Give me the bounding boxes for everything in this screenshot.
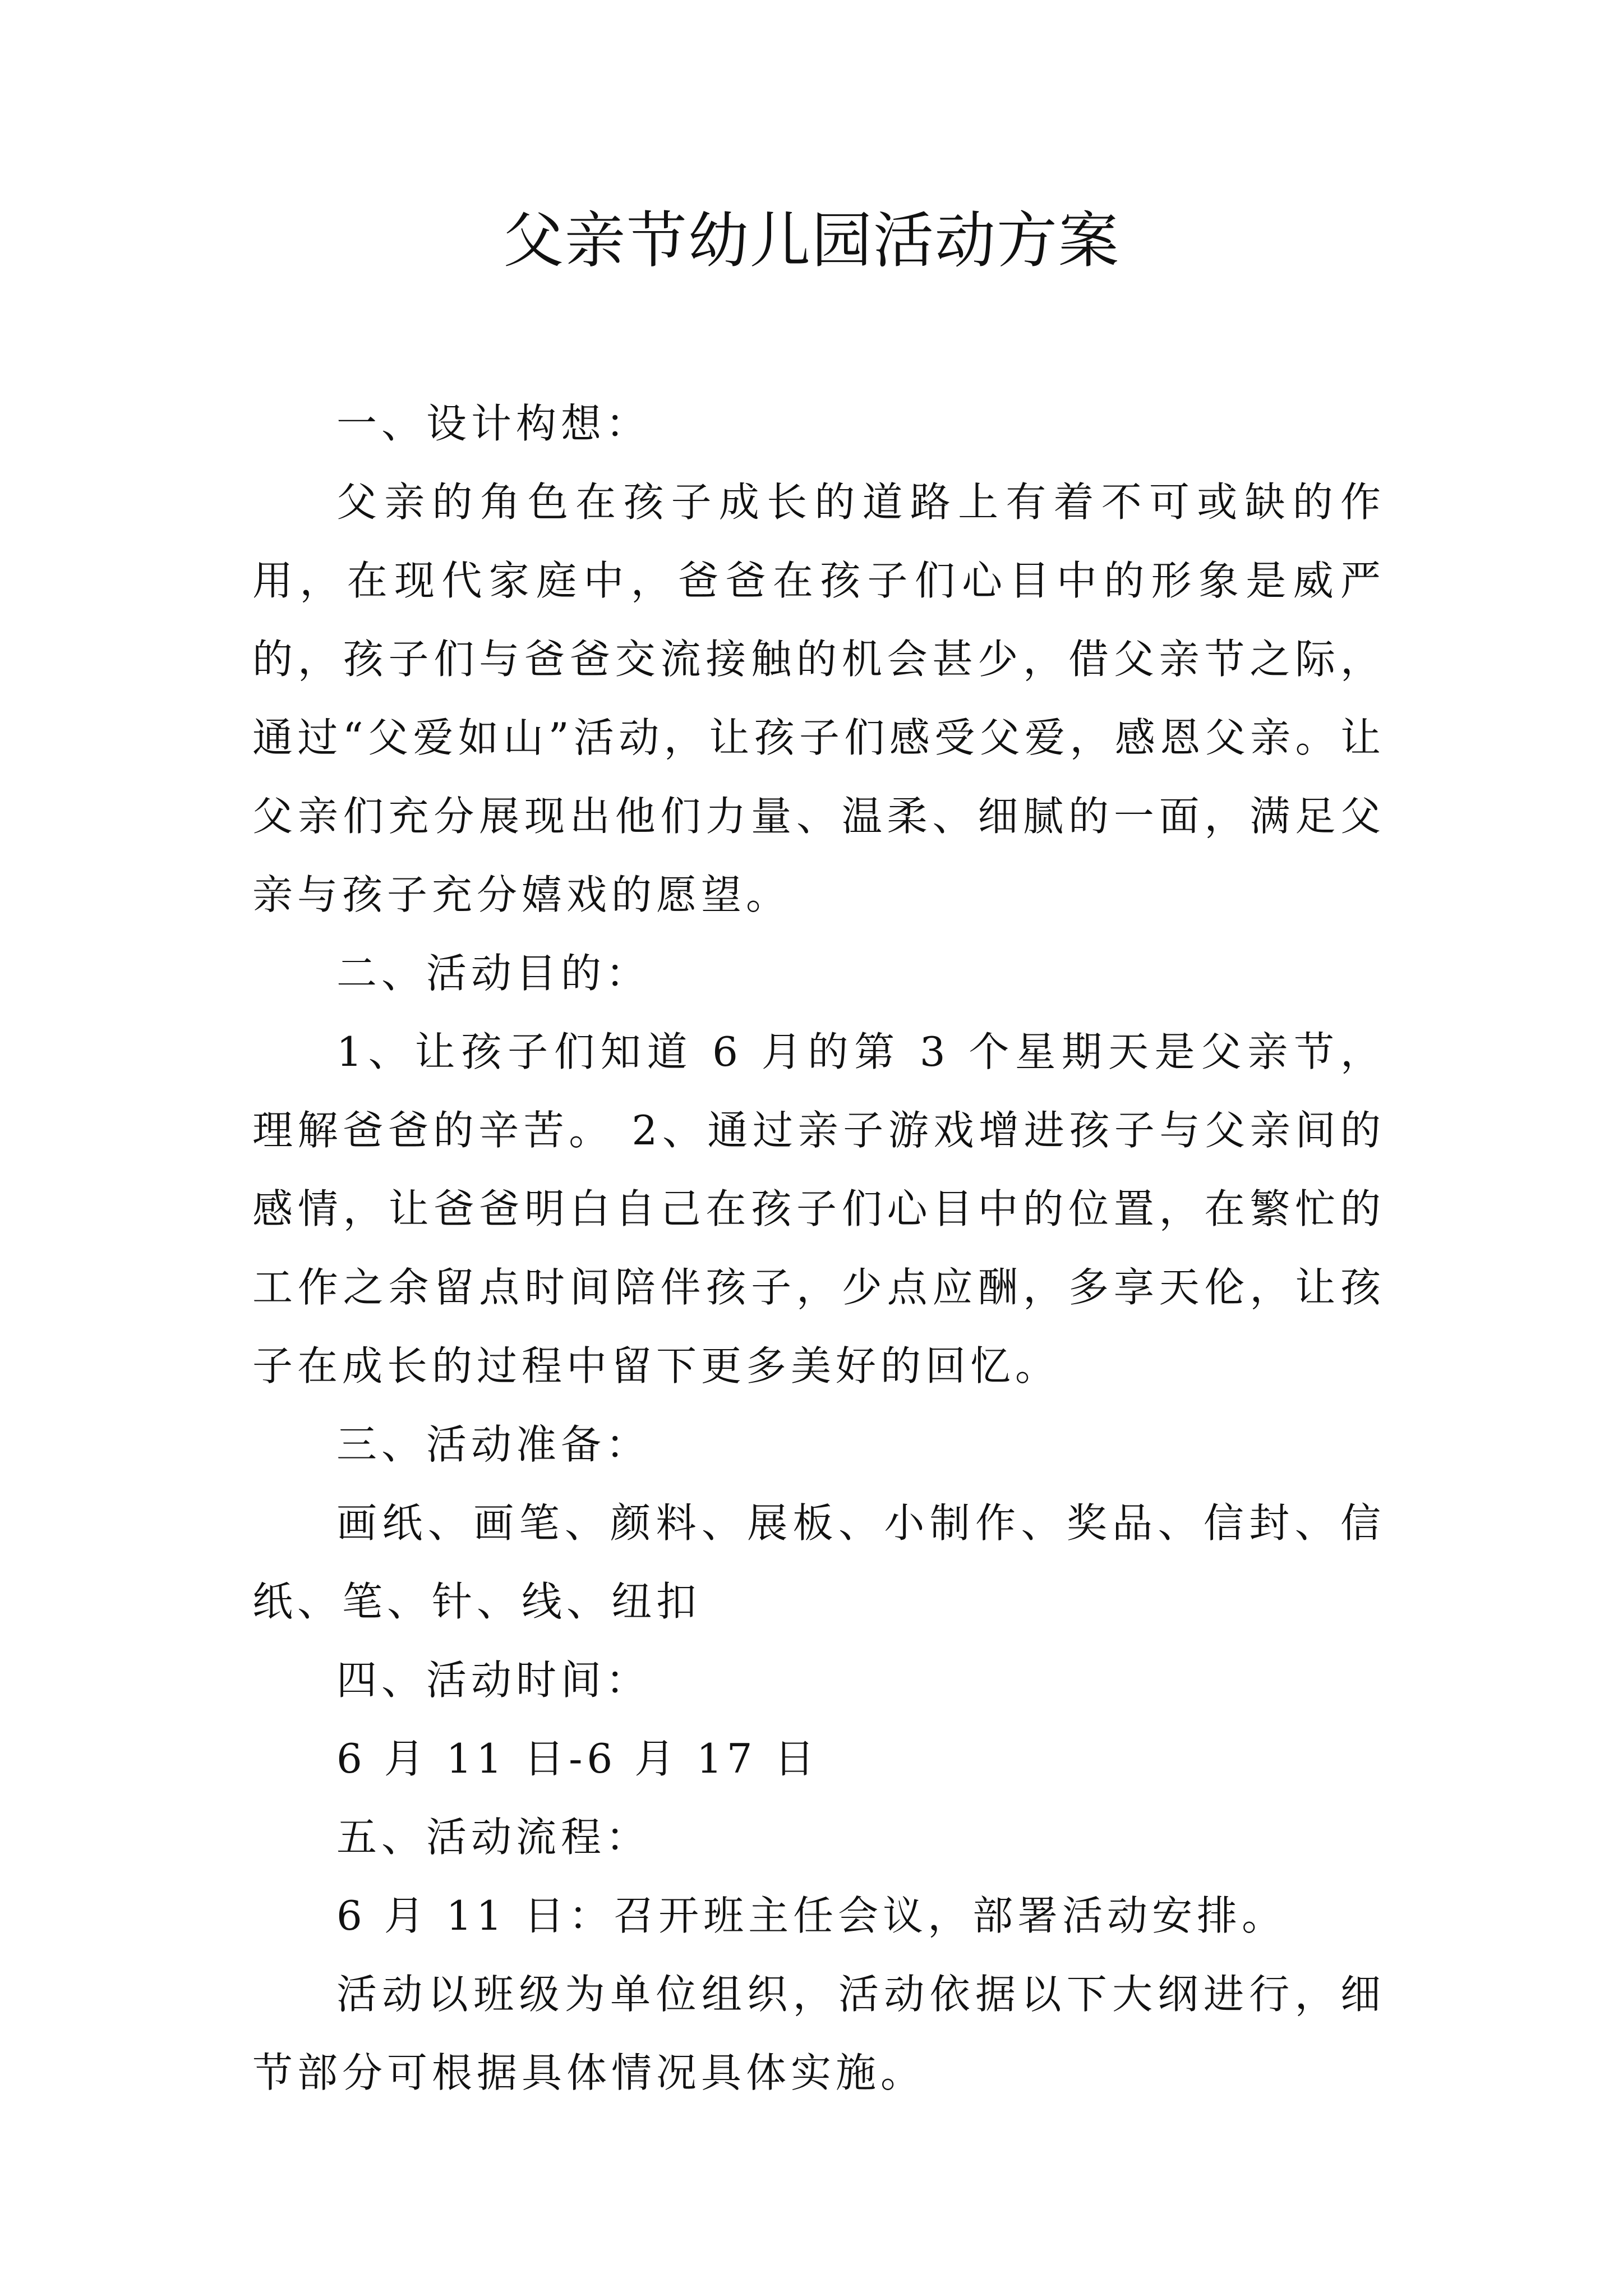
- section-heading-activity-process: 五、活动流程：: [336, 1814, 651, 1861]
- activity-preparation-paragraph: 画纸、画笔、颜料、展板、小制作、奖品、信封、信纸、笔、针、线、纽扣: [252, 1499, 1385, 1625]
- document-body: [252, 384, 1385, 2112]
- document-title: 父亲节幼儿园活动方案: [502, 206, 1120, 276]
- design-concept-paragraph: 父亲的角色在孩子成长的道路上有着不可或缺的作用，在现代家庭中，爸爸在孩子们心目中的形象是威严的，孩子们与爸爸交流接触的机会甚少，借父亲节之际，通过“父爱如山”活动，让孩子们感受父爱，感恩父亲。让父亲们充分展现出他们力量、温柔、细腻的一面，满足父亲与孩子充分嬉戏的愿望。: [252, 478, 1385, 918]
- activity-organization-paragraph: 活动以班级为单位组织，活动依据以下大纲进行，细节部分可根据具体情况具体实施。: [252, 1971, 1385, 2096]
- activity-process-paragraph: 6 月 11 日：召开班主任会议，部署活动安排。: [336, 1892, 1287, 1939]
- section-heading-activity-purpose: 二、活动目的：: [336, 950, 651, 997]
- activity-purpose-paragraph: 1、让孩子们知道 6 月的第 3 个星期天是父亲节，理解爸爸的辛苦。 2、通过亲子游戏增进孩子与父亲间的感情，让爸爸明白自己在孩子们心目中的位置，在繁忙的工作之余留点时间陪伴孩子，少点应酬，多享天伦，让孩子在成长的过程中留下更多美好的回忆。: [252, 1028, 1385, 1389]
- section-heading-design-concept: 一、设计构想：: [336, 400, 651, 447]
- section-heading-activity-preparation: 三、活动准备：: [336, 1421, 651, 1468]
- section-heading-activity-time: 四、活动时间：: [336, 1657, 651, 1704]
- activity-time-paragraph: 6 月 11 日-6 月 17 日: [336, 1735, 819, 1782]
